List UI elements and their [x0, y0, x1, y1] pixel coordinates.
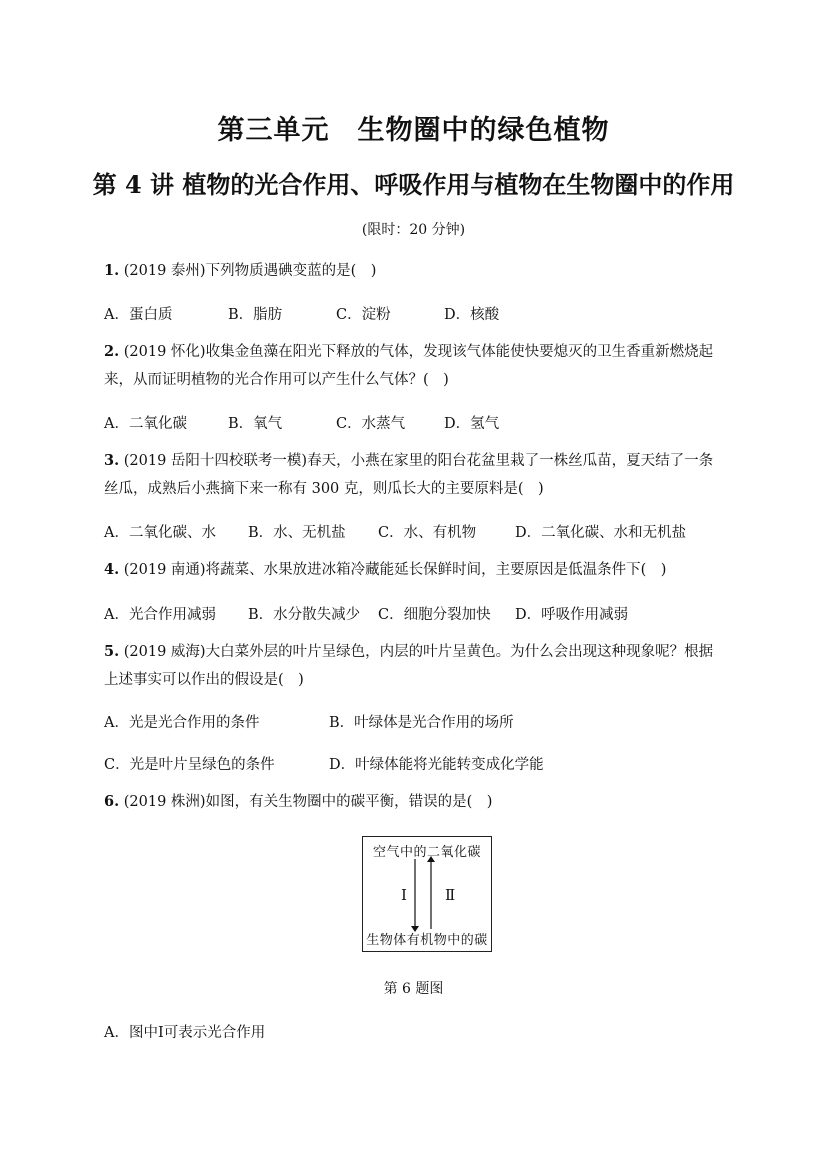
question-6: [104, 788, 724, 816]
option-a: A．光合作用减弱: [104, 607, 216, 623]
question-text: (2019 怀化)收集金鱼藻在阳光下释放的气体，发现该气体能使快要熄灭的卫生香重新燃烧起来，从而证明植物的光合作用可以产生什么气体？( ): [104, 344, 714, 388]
option-c: C．淀粉: [336, 307, 391, 323]
carbon-cycle-diagram: [362, 836, 492, 952]
question-1: [104, 257, 724, 285]
figure-caption: 第 6 题图: [383, 981, 444, 997]
option-c: C．水、有机物: [378, 525, 477, 541]
question-3: [104, 447, 724, 503]
unit-title: 第三单元 生物圈中的绿色植物: [217, 115, 610, 146]
option-d: D．核酸: [444, 307, 500, 323]
time-limit: (限时：20 分钟): [361, 222, 466, 238]
question-number: 1.: [104, 262, 120, 279]
option-b: B．水、无机盐: [248, 525, 346, 541]
option-b: B．水分散失减少: [248, 607, 361, 623]
air-carbon-dioxide-label: 空气中的二氧化碳: [372, 845, 481, 860]
question-number: 3.: [104, 452, 120, 469]
question-number: 6.: [104, 793, 120, 810]
option-a: A．蛋白质: [104, 307, 173, 323]
option-d: D．叶绿体能将光能转变成化学能: [329, 757, 544, 773]
option-b: B．叶绿体是光合作用的场所: [329, 715, 514, 731]
lesson-title: 第 4 讲 植物的光合作用、呼吸作用与植物在生物圈中的作用: [92, 170, 735, 199]
question-4: [104, 556, 724, 584]
option-a: A．二氧化碳: [104, 416, 187, 432]
option-b: B．氧气: [228, 416, 283, 432]
question-number: 2.: [104, 343, 120, 360]
question-number: 5.: [104, 643, 120, 660]
label-process-1: Ⅰ: [401, 886, 407, 904]
question-2: [104, 338, 724, 394]
organic-carbon-label: 生物体有机物中的碳: [366, 933, 488, 948]
option-c: C．水蒸气: [336, 416, 406, 432]
question-number: 4.: [104, 561, 120, 578]
question-text: (2019 泰州)下列物质遇碘变蓝的是( ): [119, 263, 377, 279]
option-b: B．脂肪: [228, 307, 283, 323]
question-text: (2019 南通)将蔬菜、水果放进冰箱冷藏能延长保鲜时间，主要原因是低温条件下( ): [119, 562, 667, 578]
option-c: C．细胞分裂加快: [378, 607, 491, 623]
question-text: (2019 株洲)如图，有关生物圈中的碳平衡，错误的是( ): [119, 794, 493, 810]
question-5: [104, 638, 724, 694]
option-c: C．光是叶片呈绿色的条件: [104, 757, 275, 773]
option-d: D．呼吸作用减弱: [515, 607, 629, 623]
question-text: (2019 威海)大白菜外层的叶片呈绿色，内层的叶片呈黄色。为什么会出现这种现象呢？根据上述事实可以作出的假设是( ): [104, 644, 714, 688]
option-a: A．光是光合作用的条件: [104, 715, 260, 731]
option-d: D．二氧化碳、水和无机盐: [515, 525, 687, 541]
option-a: A．二氧化碳、水: [104, 525, 216, 541]
question-text: (2019 岳阳十四校联考一模)春天，小燕在家里的阳台花盆里栽了一株丝瓜苗，夏天结了一条丝瓜，成熟后小燕摘下来一称有 300 克，则瓜长大的主要原料是( ): [104, 453, 714, 497]
option-a: A．图中Ⅰ可表示光合作用: [104, 1025, 266, 1041]
option-d: D．氢气: [444, 416, 500, 432]
label-process-2: Ⅱ: [445, 886, 456, 904]
